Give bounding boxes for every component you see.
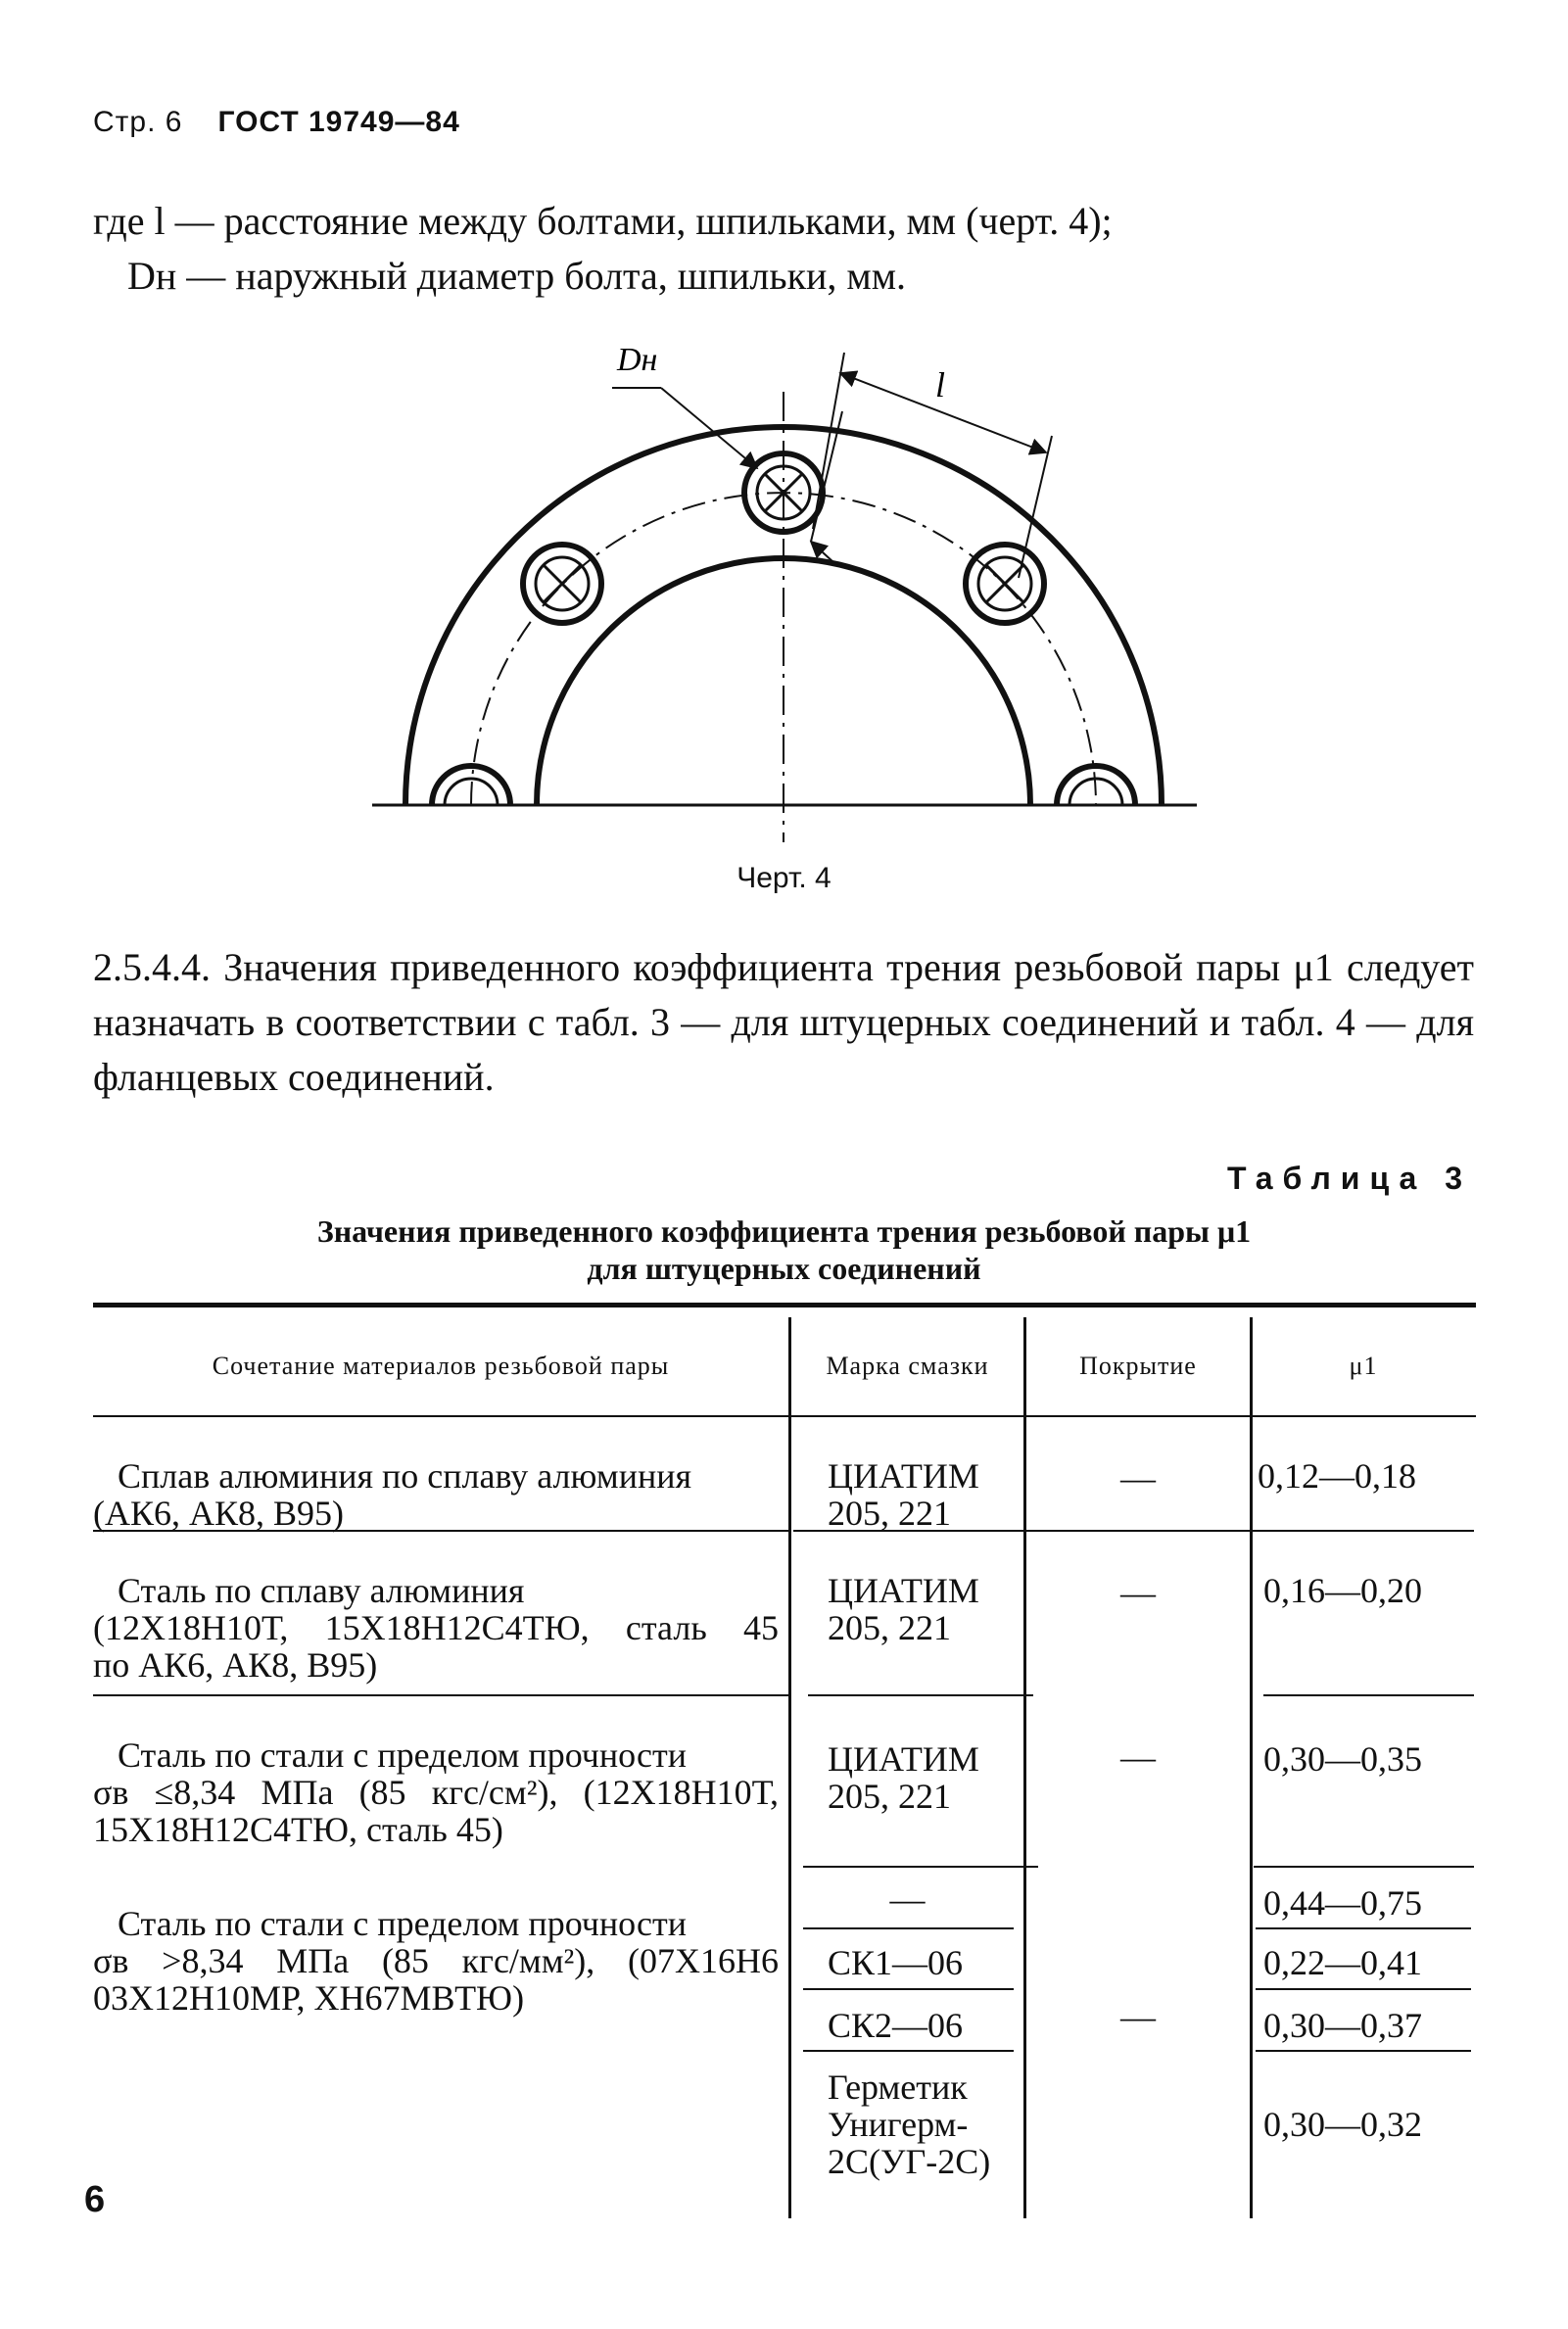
row2-rule bbox=[93, 1694, 791, 1696]
page-number: 6 bbox=[84, 2179, 106, 2220]
sub-rule-3 bbox=[803, 2050, 1014, 2052]
paragraph-text: 2.5.4.4. Значения приведенного коэффициента трения резьбовой пары μ1 следует назначать в соответствии с табл. 3 — для штуцерных соединений и табл. 4 — для фланцевых соединений. bbox=[93, 945, 1474, 1099]
row3-rule bbox=[803, 1866, 1038, 1868]
page-label: Стр. 6 bbox=[93, 106, 183, 138]
table-title bbox=[0, 1212, 1568, 1287]
sub-mu: 0,30—0,32 bbox=[1263, 2105, 1422, 2144]
sub-lubricant: — bbox=[889, 1879, 926, 1919]
sub-mu: 0,22—0,41 bbox=[1263, 1943, 1422, 1982]
flange-drawing bbox=[0, 323, 1568, 842]
sub-rule-1 bbox=[803, 1927, 1014, 1929]
sub-lubricant: Герметик bbox=[828, 2068, 968, 2107]
paragraph-2-5-4-4 bbox=[93, 940, 1474, 1105]
intro-line-1: где l — расстояние между болтами, шпильками, мм (черт. 4); bbox=[93, 199, 1113, 243]
standard-number: ГОСТ 19749—84 bbox=[217, 106, 460, 138]
bolt-top bbox=[744, 453, 823, 532]
table-title-line-1: Значения приведенного коэффициента трения резьбовой пары μ1 bbox=[316, 1213, 1252, 1249]
table-top-rule bbox=[93, 1303, 1476, 1307]
header-material: Сочетание материалов резьбовой пары bbox=[212, 1352, 670, 1380]
header-coating: Покрытие bbox=[1079, 1352, 1197, 1380]
sub-lubricant: СК1—06 bbox=[828, 1943, 964, 1982]
bolt-left bbox=[523, 545, 601, 623]
sub-rule-2 bbox=[803, 1988, 1014, 1990]
figure-caption: Черт. 4 bbox=[736, 862, 832, 894]
sub-mu: 0,44—0,75 bbox=[1263, 1883, 1422, 1923]
header-lubricant: Марка смазки bbox=[826, 1352, 989, 1380]
header-mu: μ1 bbox=[1349, 1352, 1378, 1380]
label-l: l bbox=[935, 365, 946, 404]
table-title-line-2: для штуцерных соединений bbox=[587, 1251, 981, 1286]
sub-mu: 0,30—0,37 bbox=[1263, 2006, 1422, 2045]
table-label: Таблица 3 bbox=[1226, 1161, 1472, 1196]
label-d: Dн bbox=[617, 342, 658, 378]
header-rule bbox=[93, 1415, 1476, 1417]
intro-line-2: Dн — наружный диаметр болта, шпильки, мм. bbox=[127, 254, 907, 298]
sub-lubricant: СК2—06 bbox=[828, 2006, 964, 2045]
bolt-right bbox=[966, 545, 1044, 623]
col-divider-3 bbox=[1250, 1317, 1253, 2218]
page-header bbox=[93, 106, 460, 139]
col-divider-1 bbox=[788, 1317, 791, 2218]
